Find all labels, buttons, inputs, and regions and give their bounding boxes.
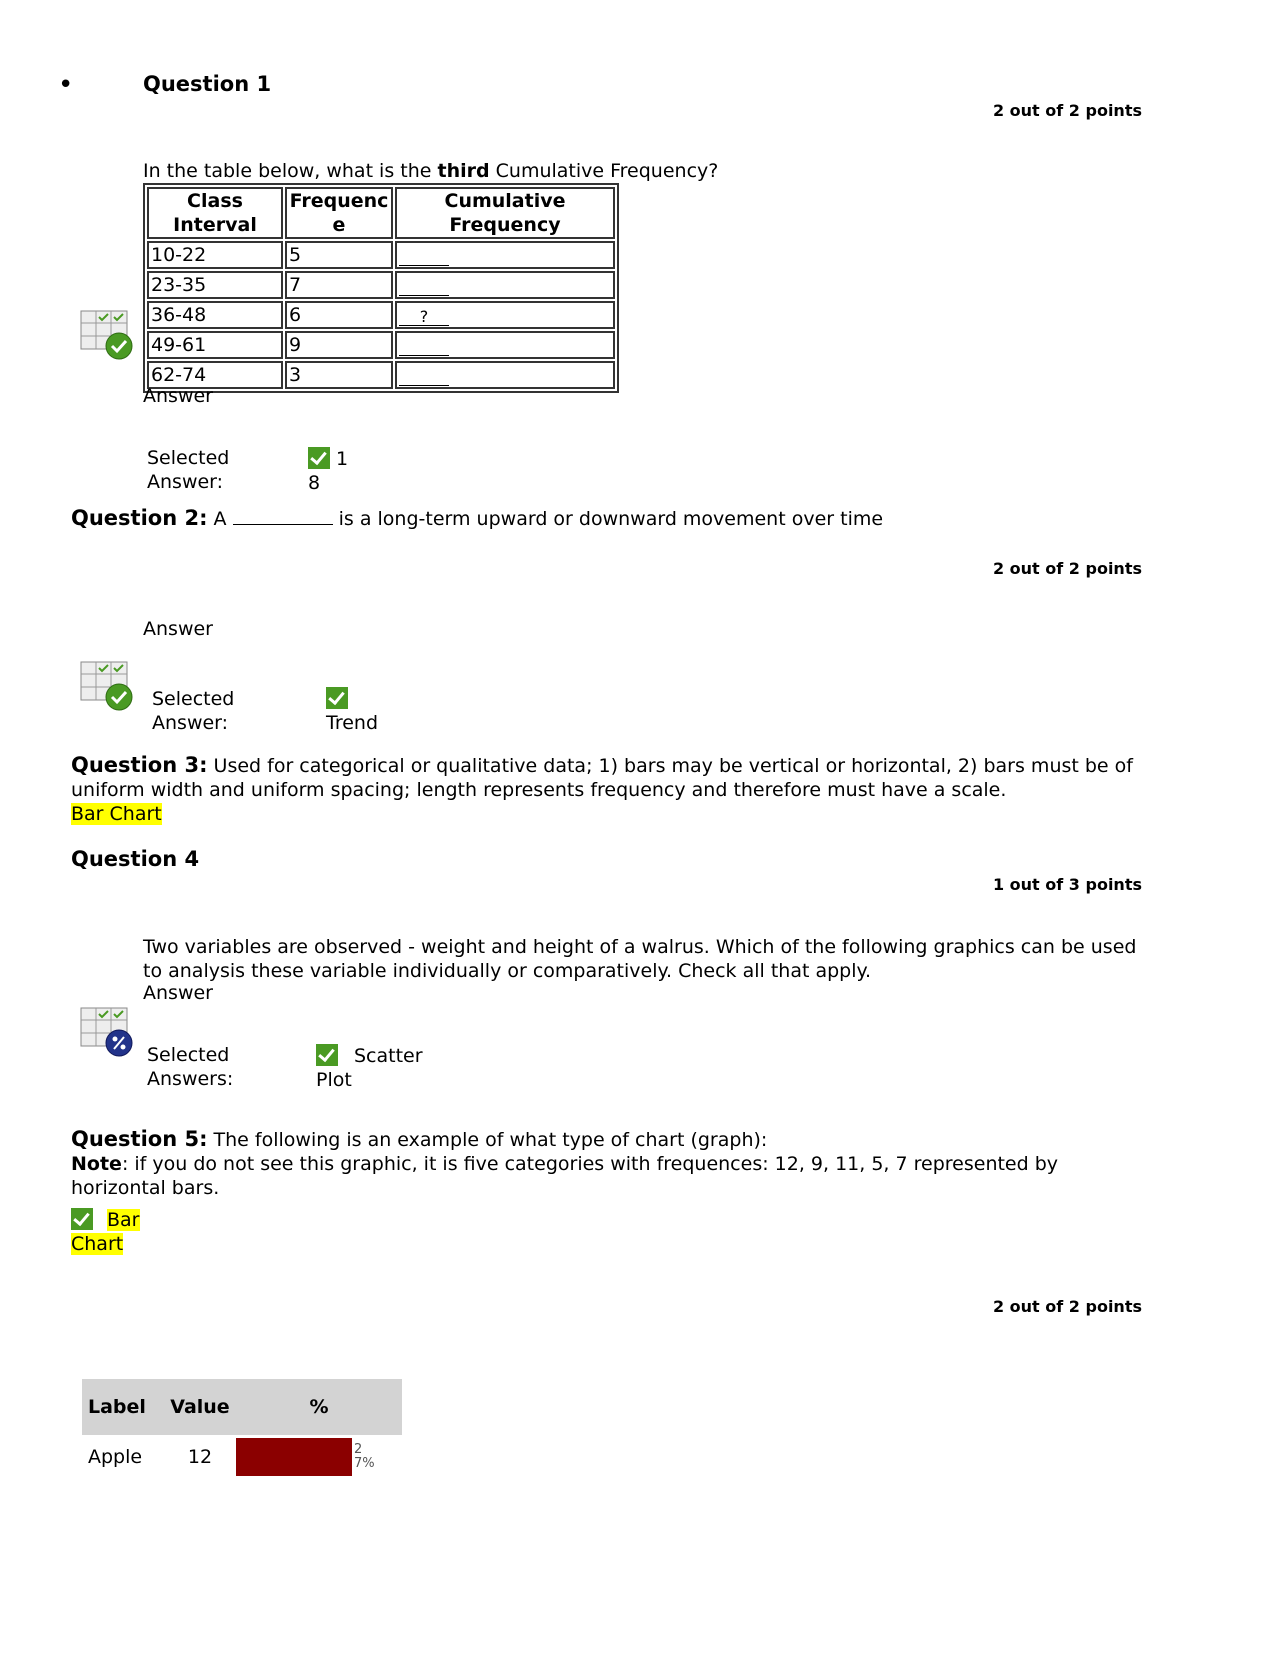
q5-block <box>71 1127 1151 1200</box>
q2-selected-answer: Trend <box>326 687 378 735</box>
header-value: Value <box>164 1379 236 1435</box>
frequency-table <box>143 183 619 393</box>
q1-title: Question 1 <box>143 72 272 96</box>
q2-selected-label: Selected Answer: <box>152 688 235 734</box>
q4-answer-label: Answer <box>143 982 213 1004</box>
header-percent: % <box>236 1379 402 1435</box>
q1-selected-label: Selected Answer: <box>147 447 230 493</box>
q1-prompt: In the table below, what is the third Cumulative Frequency? <box>143 160 719 182</box>
check-icon <box>326 687 348 709</box>
table-row: 36-48 6 ? <box>147 301 615 329</box>
table-row: 49-61 9 <box>147 331 615 359</box>
check-icon <box>71 1208 93 1230</box>
row-value: 12 <box>187 1446 213 1468</box>
correct-answer-icon <box>80 310 136 362</box>
check-icon <box>308 447 330 469</box>
q5-note-label: Note <box>71 1153 122 1175</box>
blank-question: ? <box>399 309 449 326</box>
q3-prompt: Used for categorical or qualitative data; 1) bars may be vertical or horizontal, 2) bars must be of uniform width and uniform spacing; length represents frequency and therefore must have a scale. <box>71 755 1133 801</box>
q5-note-text: : if you do not see this graphic, it is five categories with frequences: 12, 9, 11, 5, 7 represented by horizontal bars. <box>71 1153 1059 1199</box>
q2-points: 2 out of 2 points <box>992 559 1142 578</box>
blank-line <box>399 249 449 266</box>
bar-chart-table <box>82 1379 402 1479</box>
q4-selected-answer: Scatter Plot <box>316 1045 423 1091</box>
q2-answer-label: Answer <box>143 618 213 640</box>
q5-prompt: The following is an example of what type of chart (graph): <box>213 1129 768 1151</box>
blank-line <box>233 506 333 525</box>
row-label: Apple <box>88 1446 143 1468</box>
partial-credit-icon <box>80 1007 136 1059</box>
check-icon <box>316 1044 338 1066</box>
q2-prompt: Question 2: A is a long-term upward or downward movement over time <box>71 506 884 530</box>
header-cumulative: Cumulative Frequency <box>395 187 615 239</box>
q5-title: Question 5: <box>71 1127 208 1151</box>
table-row <box>82 1435 402 1479</box>
table-row: 62-74 3 <box>147 361 615 389</box>
header-frequency: Frequence <box>285 187 393 239</box>
q1-points: 2 out of 2 points <box>992 101 1142 120</box>
q3-title: Question 3: <box>71 753 208 777</box>
q5-answer: Bar Chart <box>71 1209 140 1255</box>
q3-highlight: Bar Chart <box>71 803 162 825</box>
q4-points: 1 out of 3 points <box>992 875 1142 894</box>
q2-title: Question 2: <box>71 506 208 530</box>
q1-answer-label: Answer <box>143 385 213 407</box>
q5-points: 2 out of 2 points <box>992 1297 1142 1316</box>
bar-percent-label: 27% <box>354 1442 375 1471</box>
q1-selected-answer: 1 8 <box>308 448 349 494</box>
correct-answer-icon <box>80 661 136 713</box>
q4-title: Question 4 <box>71 847 200 871</box>
bar <box>236 1438 352 1476</box>
blank-line <box>399 279 449 296</box>
header-label: Label <box>82 1379 164 1435</box>
table-row: 23-35 7 <box>147 271 615 299</box>
table-row: 10-22 5 <box>147 241 615 269</box>
header-class-interval: Class Interval <box>147 187 283 239</box>
q4-prompt: Two variables are observed - weight and height of a walrus. Which of the following graphics can be used to analysis these variable individually or comparatively. Check all that apply. <box>143 936 1137 982</box>
q3-block <box>71 753 1151 826</box>
bullet: • <box>58 70 74 100</box>
q4-selected-label: Selected Answers: <box>147 1044 234 1090</box>
blank-line <box>399 339 449 356</box>
blank-line <box>399 369 449 386</box>
